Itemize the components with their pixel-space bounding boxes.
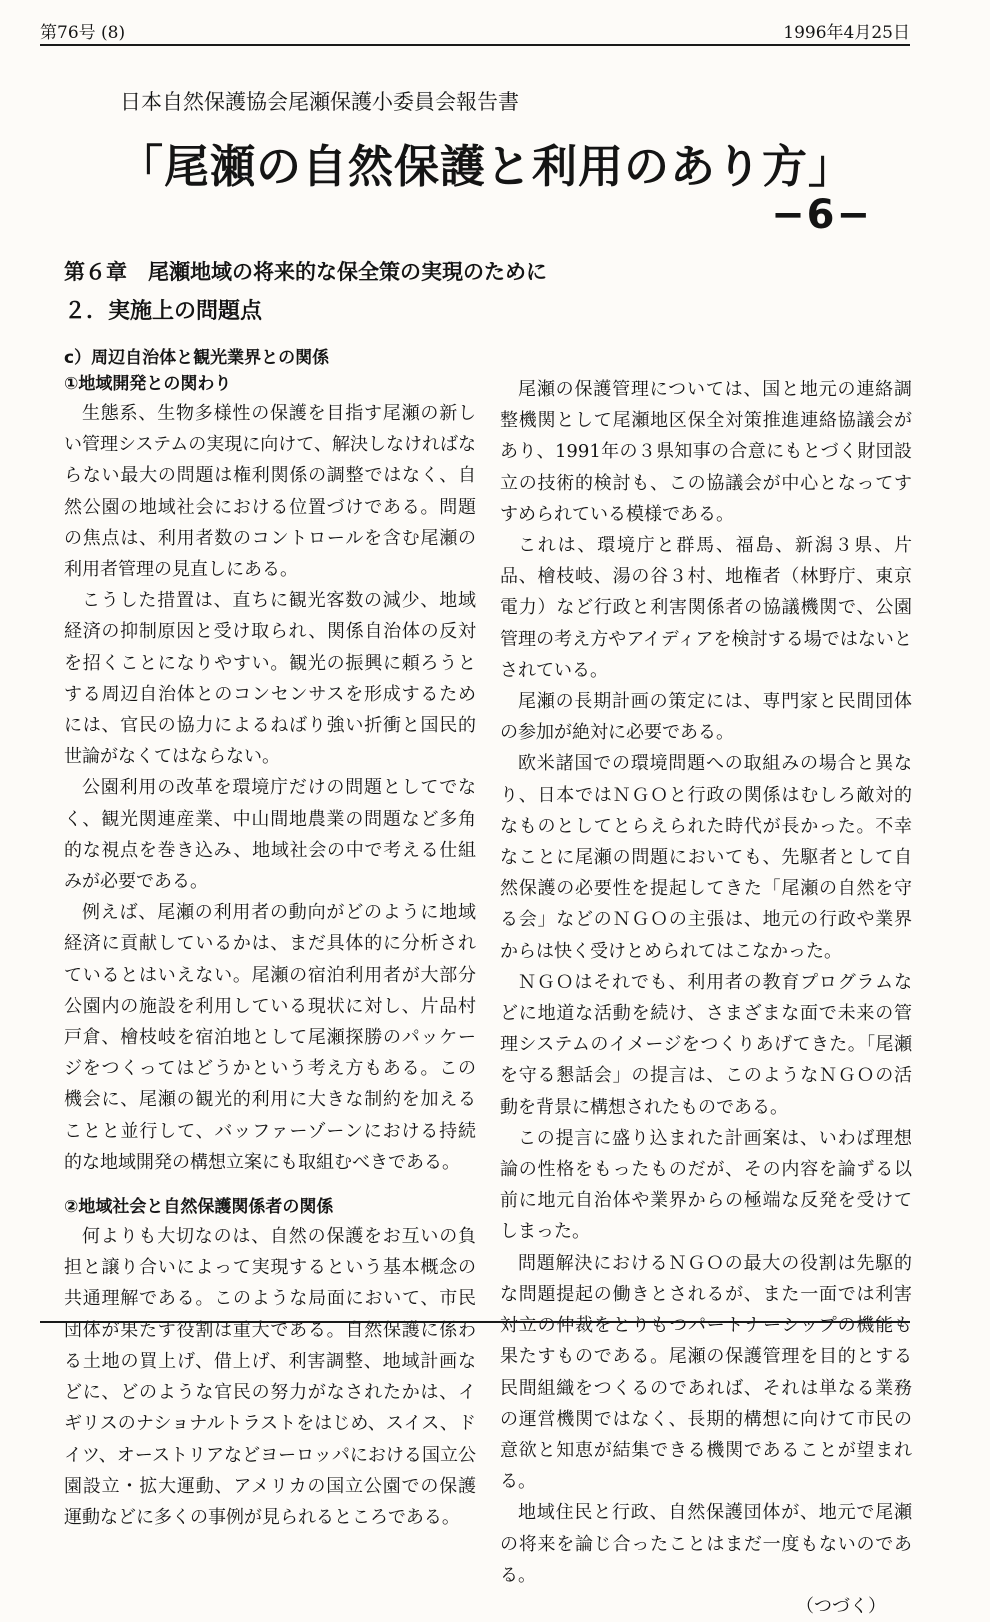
subheading-regional-development: ①地域開発との関わり [64,374,232,394]
part-number: −6− [771,192,872,238]
paragraph: 欧米諸国での環境問題への取組みの場合と異なり、日本ではＮＧＯと行政の関係はむしろ敵対的なものとしてとらえられた時代が長かった。不幸なことに尾瀬の問題においても、先駆者として自然保護の必要性を提起してきた「尾瀬の自然を守る会」などのＮＧＯの主張は、地元の行政や業界からは快く受けとめられてはこなかった。 [500,753,912,962]
subsection-heading: c）周辺自治体と観光業界との関係 [64,348,330,368]
paragraph: 公園利用の改革を環境庁だけの問題としてでなく、観光関連産業、中山間地農業の問題など多角的な視点を巻き込み、地域社会の中で考える仕組みが必要である。 [64,777,476,893]
publication-date: 1996年4月25日 [783,23,910,43]
paragraph: 尾瀬の長期計画の策定には、専門家と民間団体の参加が絶対に必要である。 [500,691,912,744]
paragraph: こうした措置は、直ちに観光客数の減少、地域経済の抑制原因と受け取られ、関係自治体の反対を招くことになりやすい。観光の振興に頼ろうとする周辺自治体とのコンセンサスを形成するためには、官民の協力によるねばり強い折衝と国民的世論がなくてはならない。 [64,590,476,768]
continued-note: （つづく） [796,1595,886,1617]
right-column [500,374,912,1622]
subheading-community-relations: ②地域社会と自然保護関係者の関係 [64,1197,334,1218]
paragraph: 何よりも大切なのは、自然の保護をお互いの負担と譲り合いによって実現するという基本概念の共通理解である。このような局面において、市民団体が果たす役割は重大である。自然保護に係わる土地の買上げ、借上げ、利害調整、地域計画などに、どのような官民の努力がなされたかは、イギリスのナショナルトラストをはじめ、スイス、ドイツ、オーストリアなどヨーロッパにおける国立公園設立・拡大運動、アメリカの国立公園での保護運動などに多くの事例が見られるところである。 [64,1226,476,1528]
paragraph: ＮＧＯはそれでも、利用者の教育プログラムなどに地道な活動を続け、さまざまな面で未来の管理システムのイメージをつくりあげてきた。「尾瀬を守る懇話会」の提言は、このようなＮＧＯの活動を背景に構想されたものである。 [500,971,912,1118]
header-rule [40,44,910,46]
spacer [64,1178,476,1194]
left-column [64,346,476,1533]
paragraph: この提言に盛り込まれた計画案は、いわば理想論の性格をもったものだが、その内容を論ずる以前に地元自治体や業界からの極端な反発を受けてしまった。 [500,1127,912,1243]
paragraph: 地域住民と行政、自然保護団体が、地元で尾瀬の将来を論じ合ったことはまだ一度もないのである。 [500,1502,912,1586]
footer-rule [40,1321,910,1323]
report-source: 日本自然保護協会尾瀬保護小委員会報告書 [120,90,519,114]
page-header [40,14,910,44]
section-heading: ２．実施上の問題点 [64,299,263,324]
issue-number: 第76号 (8) [40,23,126,43]
paragraph: 問題解決におけるＮＧＯの最大の役割は先駆的な問題提起の働きとされるが、また一面では利害対立の仲裁をとりもつパートナーシップの機能も果たすものである。尾瀬の保護管理を目的とする民間組織をつくるのであれば、それは単なる業務の運営機関ではなく、長期的構想に向けて市民の意欲と知恵が結集できる機関であることが望まれる。 [500,1252,912,1493]
chapter-heading: 第６章 尾瀬地域の将来的な保全策の実現のために [64,260,547,284]
paragraph: これは、環境庁と群馬、福島、新潟３県、片品、檜枝岐、湯の谷３村、地権者（林野庁、東京電力）など行政と利害関係者の協議機関で、公園管理の考え方やアイディアを検討する場ではないとされている。 [500,535,912,681]
article-title: 「尾瀬の自然保護と利用のあり方」 [118,140,855,193]
paragraph: 生態系、生物多様性の保護を目指す尾瀬の新しい管理システムの実現に向けて、解決しなければならない最大の問題は権利関係の調整ではなく、自然公園の地域社会における位置づけである。問題の焦点は、利用者数のコントロールを含む尾瀬の利用者管理の見直しにある。 [64,403,476,581]
paragraph: 尾瀬の保護管理については、国と地元の連絡調整機関として尾瀬地区保全対策推進連絡協議会があり、1991年の３県知事の合意にもとづく財団設立の技術的検討も、この協議会が中心となってすすめられている模様である。 [500,379,912,525]
paragraph: 例えば、尾瀬の利用者の動向がどのように地域経済に貢献しているかは、まだ具体的に分析されているとはいえない。尾瀬の宿泊利用者が大部分公園内の施設を利用している現状に対し、片品村戸倉、檜枝岐を宿泊地として尾瀬探勝のパッケージをつくってはどうかという考え方もある。この機会に、尾瀬の観光的利用に大きな制約を加えることと並行して、バッファーゾーンにおける持続的な地域開発の構想立案にも取組むべきである。 [64,902,476,1173]
